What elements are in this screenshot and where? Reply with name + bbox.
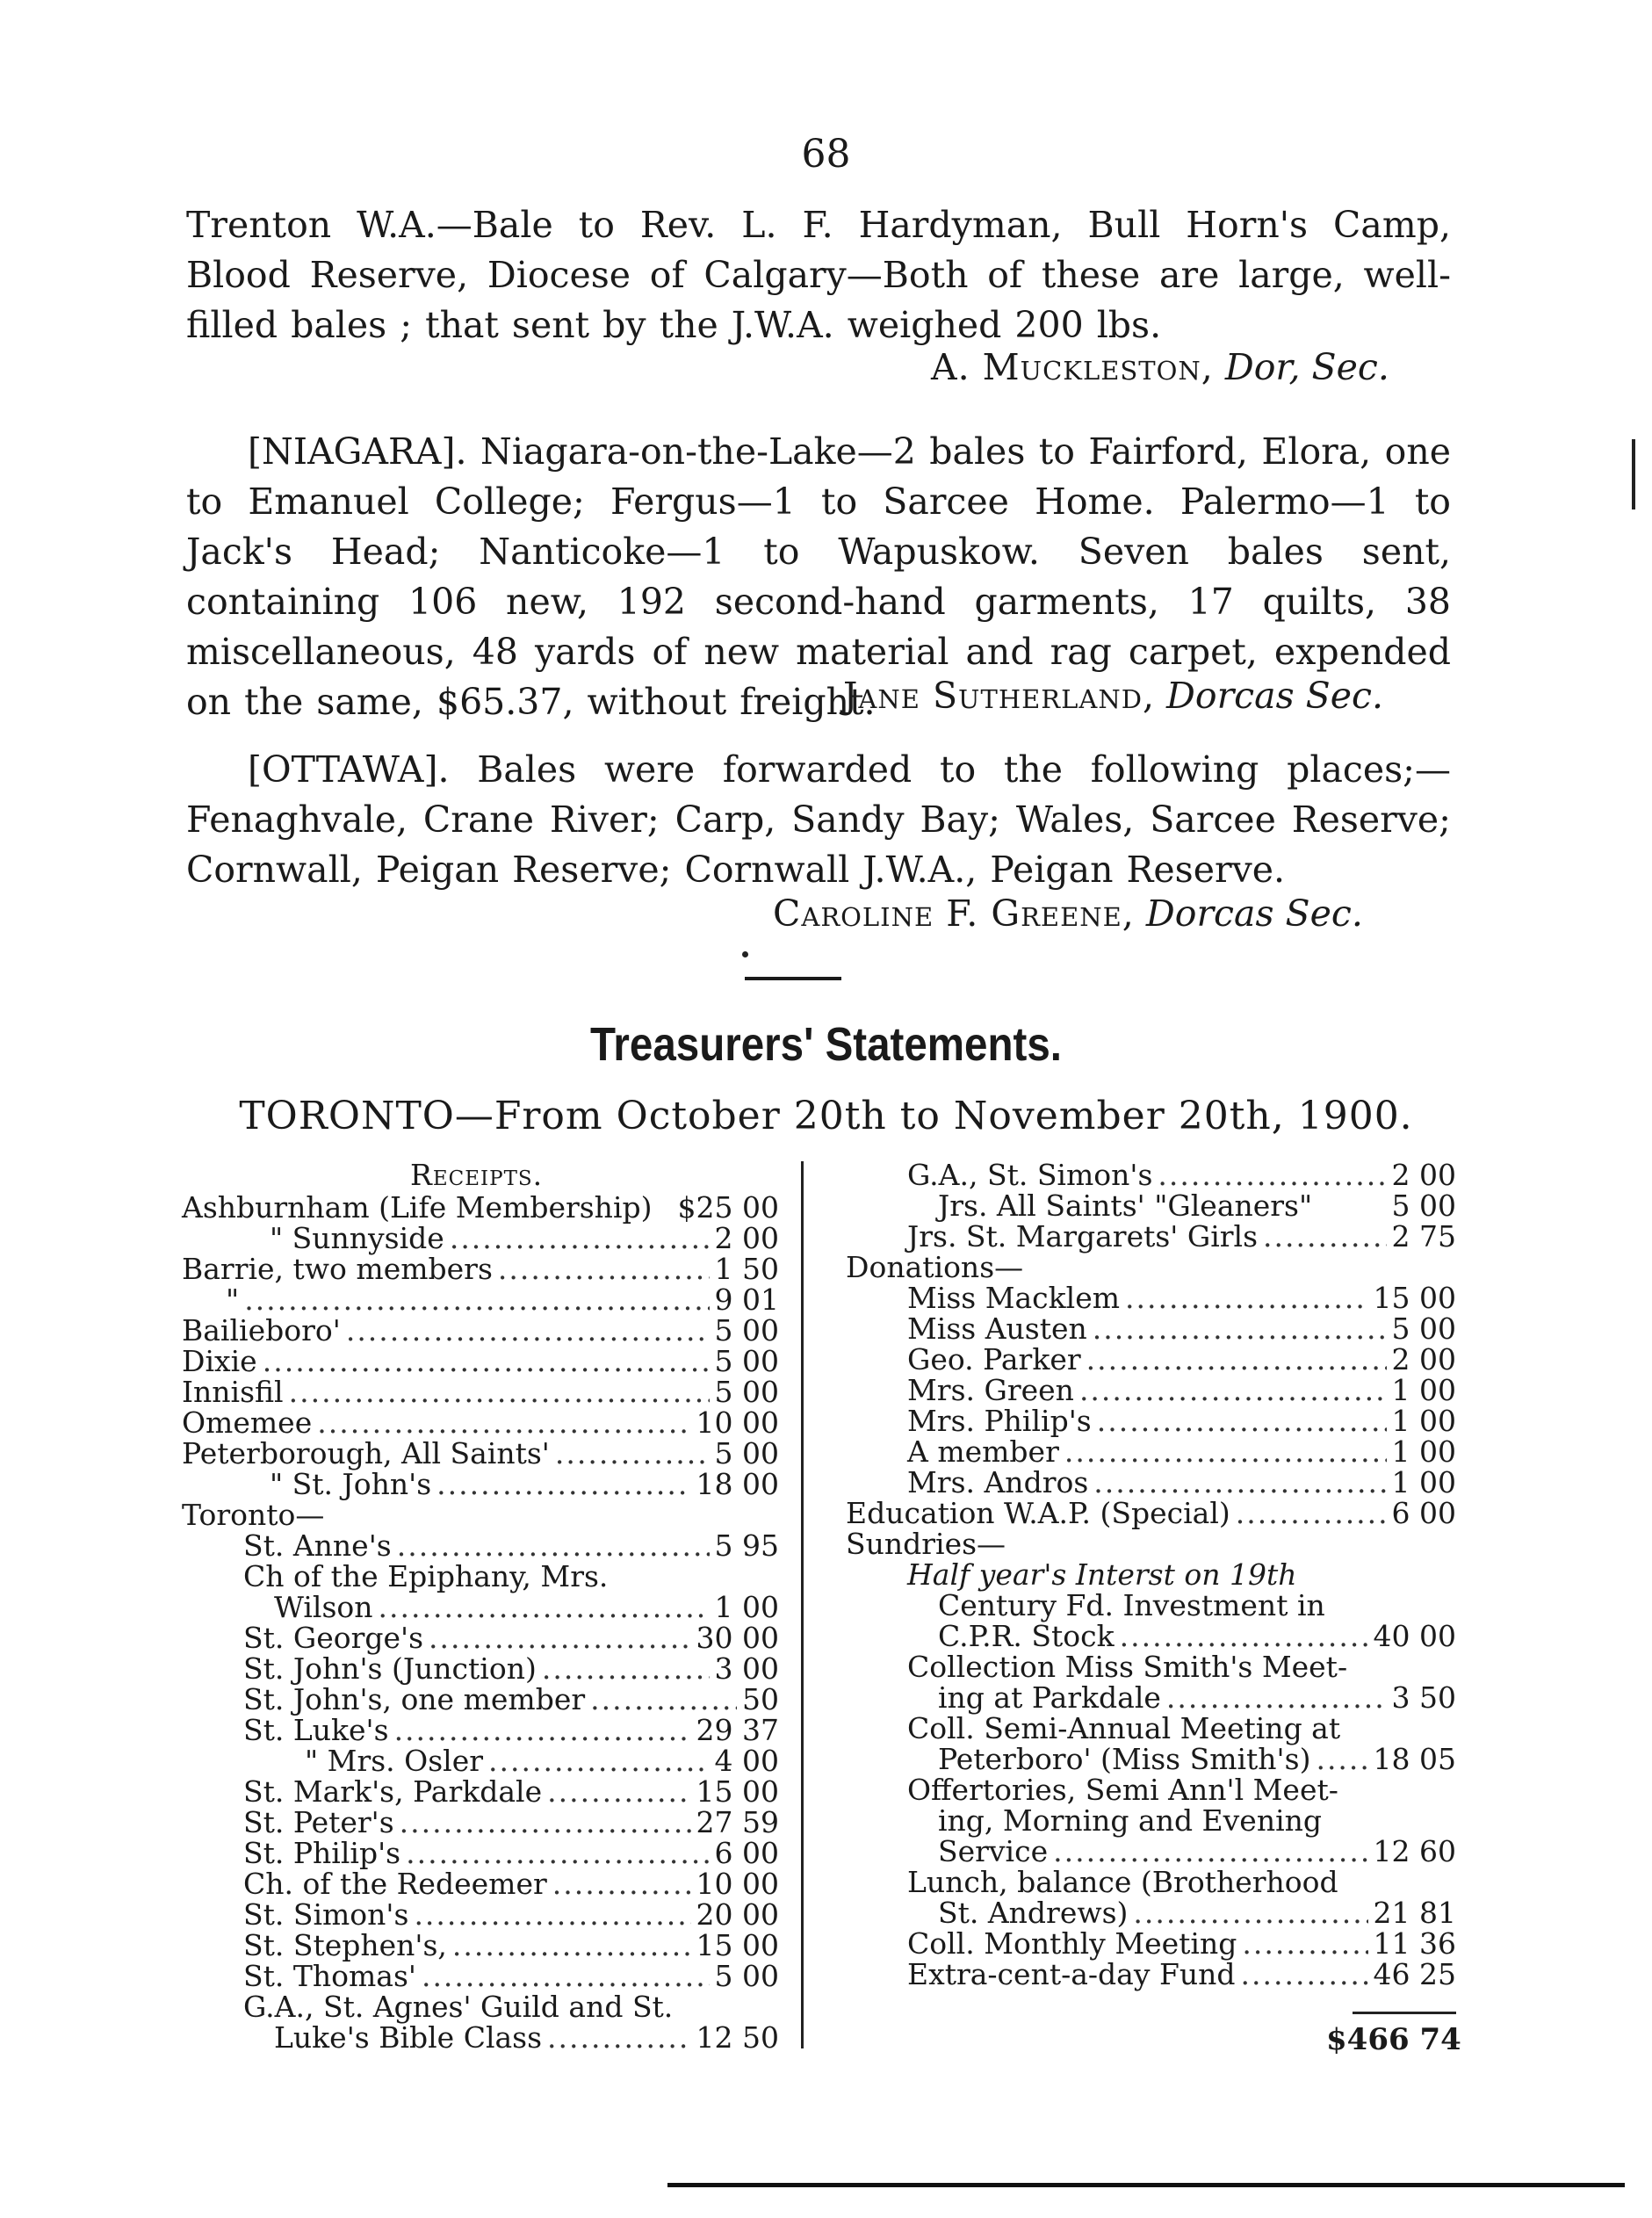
ledger-amount: 5 00 [714, 1344, 779, 1378]
ledger-row [182, 1651, 779, 1686]
receipts-title: Receipts. [410, 1158, 544, 1192]
ledger-label: St. Simon's [243, 1897, 409, 1932]
ledger-label: Mrs. Philip's [907, 1404, 1092, 1438]
ledger-row [182, 1375, 779, 1409]
ledger-amount: 3 00 [714, 1651, 779, 1686]
ledger-amount: 21 81 [1373, 1896, 1456, 1930]
ledger-row [846, 1434, 1456, 1469]
ledger-row [846, 1650, 1456, 1684]
ledger-label: Sundries— [846, 1527, 1006, 1561]
ledger-amount: 15 00 [696, 1928, 779, 1962]
ledger-label: Collection Miss Smith's Meet- [907, 1650, 1348, 1684]
ledger-amount: 1 00 [714, 1590, 779, 1624]
ledger-label: Offertories, Semi Ann'l Meet- [907, 1773, 1338, 1807]
ledger-leader [1236, 1496, 1387, 1530]
page-number: 68 [801, 132, 851, 177]
ledger-label: G.A., St. Simon's [907, 1158, 1153, 1192]
ledger-label: Barrie, two members [182, 1252, 493, 1286]
ledger-amount: 18 05 [1373, 1742, 1456, 1776]
ledger-amount: 12 60 [1373, 1834, 1456, 1868]
ledger-amount: 5 00 [1391, 1311, 1456, 1346]
ledger-amount: 1 00 [1391, 1465, 1456, 1499]
ledger-amount: 1 00 [1391, 1404, 1456, 1438]
section-divider [745, 977, 841, 980]
ledger-row [846, 1619, 1456, 1653]
ledger-label: " Sunnyside [270, 1221, 444, 1255]
ledger-label: Toronto— [182, 1498, 325, 1532]
ledger-row [182, 1682, 779, 1716]
ledger-leader [1097, 1404, 1387, 1438]
ledger-label: Geo. Parker [907, 1342, 1081, 1376]
ledger-label: Extra-cent-a-day Fund [907, 1957, 1236, 1991]
ledger-leader [394, 1713, 691, 1747]
ledger-label: Coll. Monthly Meeting [907, 1926, 1237, 1961]
ledger-row [846, 1773, 1456, 1807]
ledger-label: Luke's Bible Class [274, 2020, 543, 2055]
ledger-row [846, 1250, 1456, 1284]
ledger-amount: 3 50 [1391, 1680, 1456, 1715]
ledger-leader [452, 1928, 691, 1962]
ledger-label: Jrs. St. Margarets' Girls [907, 1219, 1259, 1253]
receipts-left-column [182, 1158, 779, 2055]
ledger-leader [400, 1805, 691, 1839]
ledger-label: St. Stephen's, [243, 1928, 447, 1962]
niagara-paragraph: [NIAGARA]. Niagara-on-the-Lake—2 bales to Fairford, Elora, one to Emanuel College; Fergus—1 to Sarcee Home. Palermo—1 to Jack's Head; Nanticoke—1 to Wapuskow. Seven bales sent, containing 106 new, 192 second-hand garments, 17 quilts, 38 miscellaneous, 48 yards of new material and rag carpet, expended on the same, $65.37, without freight. [186, 430, 1451, 723]
ledger-row [182, 1990, 779, 2024]
ledger-label: Coll. Semi-Annual Meeting at [907, 1711, 1341, 1745]
ledger-amount: 6 00 [1391, 1496, 1456, 1530]
ledger-row [846, 1803, 1456, 1838]
ottawa-paragraph: [OTTAWA]. Bales were forwarded to the following places;—Fenaghvale, Crane River; Carp, Sandy Bay; Wales, Sarcee Reserve; Cornwall, Peigan Reserve; Cornwall J.W.A., Peigan Reserve. [186, 748, 1451, 891]
signature-name: A. Muckleston, [931, 346, 1214, 388]
ledger-row [182, 2020, 779, 2055]
ledger-row [182, 1928, 779, 1962]
ledger-label: St. Philip's [243, 1836, 401, 1870]
ledger-row [846, 1711, 1456, 1745]
ledger-row [182, 1344, 779, 1378]
ledger-amount: 15 00 [1373, 1281, 1456, 1315]
ledger-leader [488, 1744, 710, 1778]
ledger-leader [1053, 1834, 1367, 1868]
ledger-leader [1133, 1896, 1367, 1930]
ledger-leader [406, 1836, 709, 1870]
ledger-label: Wilson [274, 1590, 373, 1624]
ledger-row [182, 1436, 779, 1470]
ledger-row [182, 1528, 779, 1563]
ledger-leader [1125, 1281, 1367, 1315]
ledger-row [846, 1465, 1456, 1499]
ledger-amount: 6 00 [714, 1836, 779, 1870]
ledger-row [846, 1557, 1456, 1592]
ledger-row [846, 1311, 1456, 1346]
ledger-amount: 5 00 [714, 1959, 779, 1993]
ledger-leader [1064, 1434, 1387, 1469]
ledger-leader [590, 1682, 737, 1716]
ledger-amount: 10 00 [696, 1405, 779, 1440]
ledger-row [846, 1404, 1456, 1438]
ledger-label: Mrs. Green [907, 1373, 1074, 1407]
ledger-row [182, 1744, 779, 1778]
ledger-row [182, 1836, 779, 1870]
ledger-amount: 5 00 [1391, 1188, 1456, 1223]
ledger-label: Ch of the Epiphany, Mrs. [243, 1559, 609, 1593]
ledger-row [846, 1188, 1456, 1223]
ledger-amount: 46 25 [1373, 1957, 1456, 1991]
ledger-row [846, 1742, 1456, 1776]
ledger-label: A member [907, 1434, 1059, 1469]
margin-mark [1632, 439, 1635, 509]
ledger-label: " [226, 1282, 240, 1317]
ledger-label: Bailieboro' [182, 1313, 341, 1347]
ledger-label: Peterboro' (Miss Smith's) [938, 1742, 1311, 1776]
ledger-label: Century Fd. Investment in [938, 1588, 1325, 1622]
ledger-leader [397, 1528, 710, 1563]
ledger-amount: 50 [742, 1682, 779, 1716]
ledger-leader [1079, 1373, 1387, 1407]
ledger-amount: 2 00 [714, 1221, 779, 1255]
ledger-row [846, 1496, 1456, 1530]
ledger-row [182, 1590, 779, 1624]
ledger-label: Innisfil [182, 1375, 284, 1409]
ledger-leader [1166, 1680, 1387, 1715]
ledger-row [182, 1221, 779, 1255]
signature-name: Jane Sutherland, [843, 675, 1155, 717]
ledger-amount: 40 00 [1373, 1619, 1456, 1653]
ledger-row [182, 1713, 779, 1747]
ledger-row [846, 1834, 1456, 1868]
ledger-amount: 5 00 [714, 1436, 779, 1470]
ledger-row [846, 1158, 1456, 1192]
ledger-leader [498, 1252, 710, 1286]
ledger-label: G.A., St. Agnes' Guild and St. [243, 1990, 674, 2024]
ledger-amount: 2 00 [1391, 1342, 1456, 1376]
ledger-label: Omemee [182, 1405, 313, 1440]
ledger-leader [436, 1467, 690, 1501]
ledger-label: St. Andrews) [938, 1896, 1129, 1930]
receipts-right-column [846, 1158, 1456, 1991]
ledger-amount: 2 75 [1391, 1219, 1456, 1253]
ledger-row [846, 1342, 1456, 1376]
signature-title: Dorcas Sec. [1166, 675, 1384, 717]
ledger-label: Education W.A.P. (Special) [846, 1496, 1230, 1530]
ledger-row [182, 1897, 779, 1932]
ledger-amount: 29 37 [696, 1713, 779, 1747]
ledger-label: Ashburnham (Life Membership) [182, 1190, 653, 1225]
ledger-row [182, 1621, 779, 1655]
ledger-row [846, 1865, 1456, 1899]
ledger-amount: 5 00 [714, 1313, 779, 1347]
ledger-label: St. John's, one member [243, 1682, 586, 1716]
treasurers-heading: Treasurers' Statements. [590, 1018, 1062, 1071]
ledger-label: Ch. of the Redeemer [243, 1867, 547, 1901]
period-subheading: TORONTO—From October 20th to November 20th, 1900. [239, 1094, 1413, 1138]
ledger-leader [1093, 1465, 1386, 1499]
ledger-label: St. Thomas' [243, 1959, 416, 1993]
signature-muckleston [931, 346, 1389, 388]
ledger-label: Half year's Interst on 19th [907, 1557, 1297, 1592]
ledger-row [182, 1467, 779, 1501]
ledger-label: ing, Morning and Evening [938, 1803, 1323, 1838]
ledger-row [182, 1313, 779, 1347]
ledger-row [182, 1252, 779, 1286]
ledger-label: " Mrs. Osler [305, 1744, 483, 1778]
ledger-row [182, 1774, 779, 1809]
ledger-amount: 10 00 [696, 1867, 779, 1901]
signature-greene [773, 892, 1363, 935]
ledger-row [182, 1805, 779, 1839]
ledger-leader [414, 1897, 690, 1932]
ledger-row [846, 1896, 1456, 1930]
ledger-amount: 1 50 [714, 1252, 779, 1286]
ledger-leader [1093, 1311, 1387, 1346]
ledger-label: St. Mark's, Parkdale [243, 1774, 543, 1809]
ledger-leader [346, 1313, 710, 1347]
ledger-amount: 1 00 [1391, 1373, 1456, 1407]
ledger-amount: 12 50 [696, 2020, 779, 2055]
receipts-total: $466 74 [1326, 2022, 1461, 2057]
ledger-label: St. George's [243, 1621, 424, 1655]
ledger-leader [547, 1774, 690, 1809]
ledger-label: Miss Macklem [907, 1281, 1121, 1315]
ledger-row [846, 1588, 1456, 1622]
ledger-leader [1086, 1342, 1387, 1376]
trenton-paragraph: Trenton W.A.—Bale to Rev. L. F. Hardyman, Bull Horn's Camp, Blood Reserve, Diocese of Calgary—Both of these are large, well-filled bales ; that sent by the J.W.A. weighed 200 lbs. [186, 204, 1451, 346]
ledger-amount: 15 00 [696, 1774, 779, 1809]
ledger-leader [1120, 1619, 1368, 1653]
ledger-label: Jrs. All Saints' "Gleaners" [938, 1188, 1313, 1223]
signature-title: Dor, Sec. [1224, 346, 1389, 388]
ledger-row [182, 1867, 779, 1901]
ledger-amount: 20 00 [696, 1897, 779, 1932]
ledger-row [182, 1498, 779, 1532]
ledger-leader [547, 2020, 690, 2055]
ledger-label: Lunch, balance (Brotherhood [907, 1865, 1338, 1899]
ledger-leader [263, 1344, 710, 1378]
ledger-label: Dixie [182, 1344, 257, 1378]
ledger-amount: 9 01 [714, 1282, 779, 1317]
ledger-row [846, 1373, 1456, 1407]
ledger-row [846, 1219, 1456, 1253]
ledger-leader [1263, 1219, 1386, 1253]
ledger-amount: 1 00 [1391, 1434, 1456, 1469]
ledger-leader [1316, 1742, 1367, 1776]
ledger-amount: 2 00 [1391, 1158, 1456, 1192]
ledger-row [182, 1405, 779, 1440]
ledger-row [846, 1926, 1456, 1961]
ledger-label: St. Luke's [243, 1713, 389, 1747]
bottom-rule [667, 2183, 1625, 2187]
signature-name: Caroline F. Greene, [773, 892, 1135, 935]
ledger-row [182, 1190, 779, 1225]
ledger-label: St. Peter's [243, 1805, 394, 1839]
ledger-leader [1241, 1957, 1368, 1991]
signature-sutherland [843, 675, 1383, 717]
ledger-leader [244, 1282, 709, 1317]
ledger-leader [429, 1621, 690, 1655]
ledger-row [182, 1559, 779, 1593]
ledger-amount: 11 36 [1373, 1926, 1456, 1961]
ledger-amount: 5 00 [714, 1375, 779, 1409]
signature-title: Dorcas Sec. [1145, 892, 1363, 935]
ledger-leader [317, 1405, 690, 1440]
ledger-row [846, 1281, 1456, 1315]
ledger-row [846, 1680, 1456, 1715]
ledger-label: Mrs. Andros [907, 1465, 1089, 1499]
ledger-label: ing at Parkdale [938, 1680, 1161, 1715]
ledger-leader [289, 1375, 710, 1409]
ledger-leader [1242, 1926, 1367, 1961]
ledger-row [846, 1527, 1456, 1561]
ledger-label: Miss Austen [907, 1311, 1087, 1346]
ledger-leader [552, 1867, 691, 1901]
ledger-amount: 27 59 [696, 1805, 779, 1839]
ledger-amount: 18 00 [696, 1467, 779, 1501]
ledger-label: C.P.R. Stock [938, 1619, 1115, 1653]
ledger-label: Service [938, 1834, 1049, 1868]
column-divider [801, 1161, 804, 2048]
ledger-leader [450, 1221, 710, 1255]
ledger-row [182, 1959, 779, 1993]
ledger-amount: 30 00 [696, 1621, 779, 1655]
ledger-label: Peterborough, All Saints' [182, 1436, 550, 1470]
total-rule [1353, 2012, 1456, 2014]
ledger-label: " St. John's [270, 1467, 432, 1501]
ledger-leader [422, 1959, 710, 1993]
ledger-amount: 5 95 [714, 1528, 779, 1563]
ledger-leader [555, 1436, 710, 1470]
ledger-leader [542, 1651, 710, 1686]
ledger-label: St. John's (Junction) [243, 1651, 537, 1686]
stray-dot [742, 951, 748, 957]
ledger-amount: 4 00 [714, 1744, 779, 1778]
ledger-row [182, 1282, 779, 1317]
ledger-row [846, 1957, 1456, 1991]
ledger-label: Donations— [846, 1250, 1024, 1284]
ledger-leader [1158, 1158, 1386, 1192]
ledger-label: St. Anne's [243, 1528, 392, 1563]
ledger-amount: $25 00 [677, 1190, 779, 1225]
ledger-leader [379, 1590, 710, 1624]
